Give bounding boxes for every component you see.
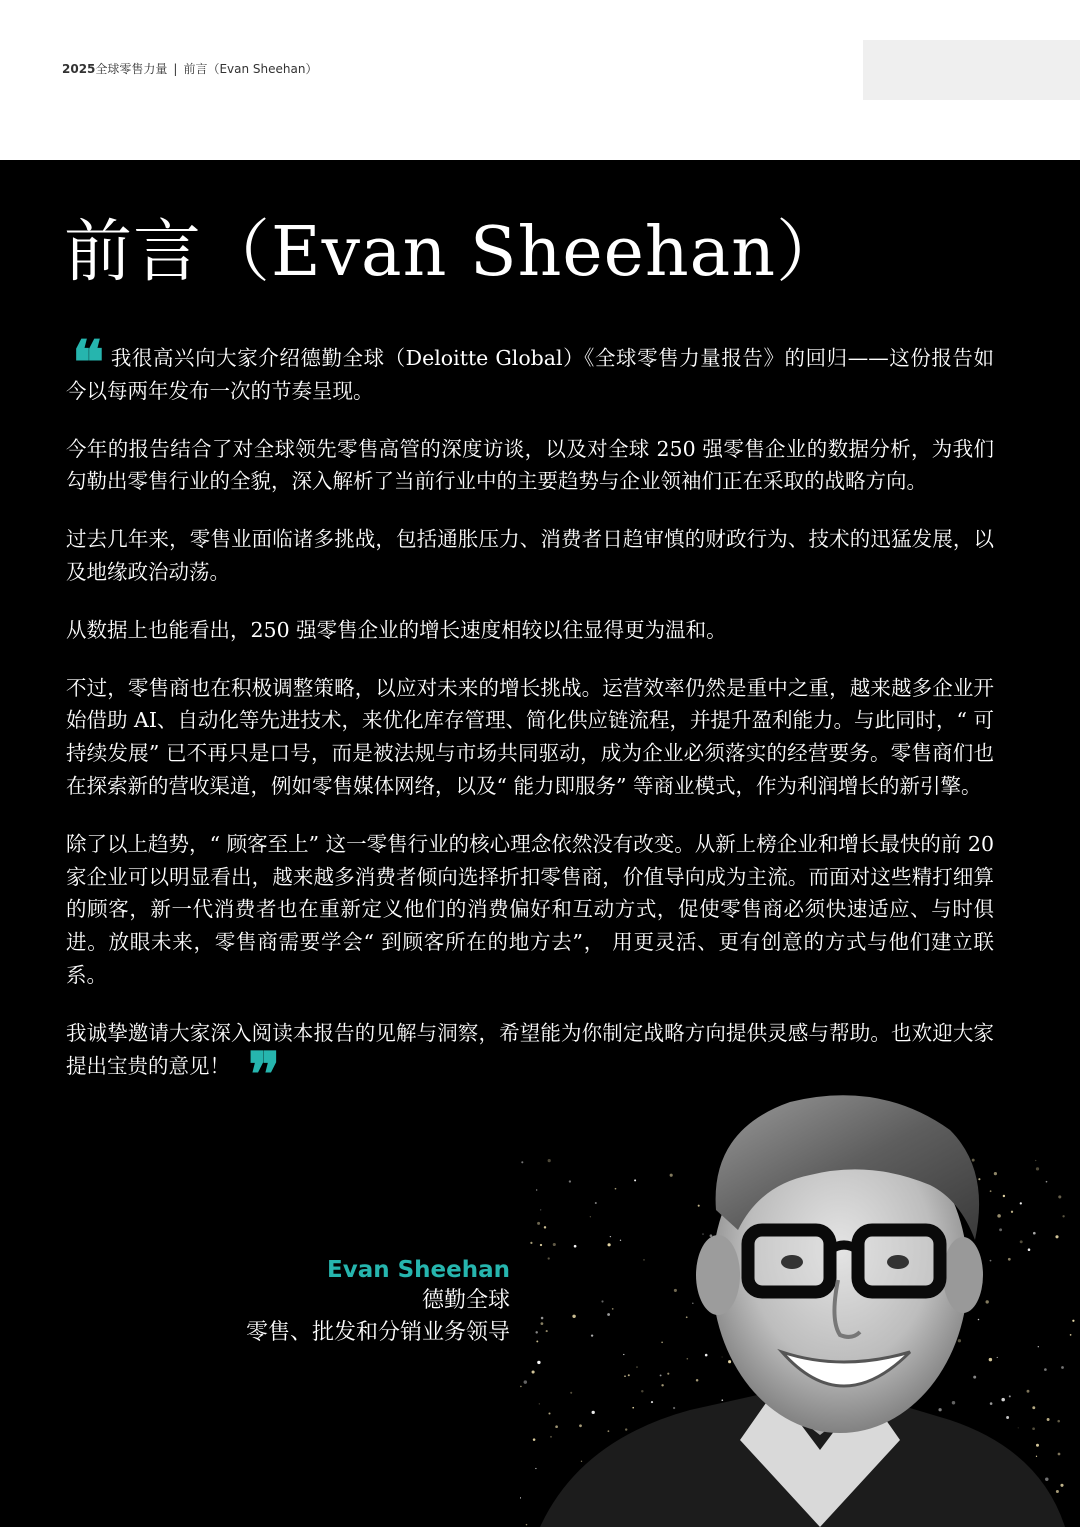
foreword-body bbox=[66, 328, 994, 1110]
ear-right bbox=[943, 1237, 983, 1313]
running-head bbox=[62, 60, 317, 77]
glasses-bridge bbox=[830, 1245, 858, 1250]
paragraph-7-text: 我诚挚邀请大家深入阅读本报告的见解与洞察，希望能为你制定战略方向提供灵感与帮助。也欢迎大家提出宝贵的意见！ bbox=[66, 1020, 994, 1078]
page-header bbox=[0, 0, 1080, 160]
open-quote-icon: ❝ bbox=[72, 328, 99, 398]
running-head-separator: | bbox=[173, 62, 178, 76]
signature-block bbox=[246, 1255, 510, 1349]
signature-name: Evan Sheehan bbox=[326, 1257, 510, 1283]
header-placeholder-box bbox=[863, 40, 1080, 100]
paragraph-2: 今年的报告结合了对全球领先零售高管的深度访谈，以及对全球 250 强零售企业的数据分析，为我们勾勒出零售行业的全貌，深入解析了当前行业中的主要趋势与企业领袖们正在采取的战略方向。 bbox=[66, 436, 994, 494]
paragraph-1 bbox=[66, 328, 994, 408]
running-head-year: 2025 bbox=[62, 62, 96, 76]
paragraph-4: 从数据上也能看出，250 强零售企业的增长速度相较以往显得更为温和。 bbox=[66, 617, 727, 642]
page-title: 前言（Evan Sheehan） bbox=[64, 213, 846, 292]
running-head-report-name: 全球零售力量 bbox=[95, 62, 168, 76]
close-quote-icon: ❞ bbox=[248, 1039, 275, 1110]
paragraph-1-text: 我很高兴向大家介绍德勤全球（Deloitte Global）《全球零售力量报告》的回归——这份报告如今以每两年发布一次的节奏呈现。 bbox=[66, 346, 994, 403]
portrait-photo bbox=[520, 1090, 1080, 1527]
paragraph-5: 不过，零售商也在积极调整策略，以应对未来的增长挑战。运营效率仍然是重中之重，越来越多企业开始借助 AI、自动化等先进技术，来优化库存管理、简化供应链流程，并提升盈利能力。与此同时，“ 可持续发展” 已不再只是口号，而是被法规与市场共同驱动，成为企业必须落实的经营要务。零售商们也在探索新的营收渠道，例如零售媒体网络，以及“ 能力即服务” 等商业模式，作为利润增长的新引擎。 bbox=[66, 675, 994, 798]
signature-role: 零售、批发和分销业务领导 bbox=[245, 1320, 510, 1345]
ear-left bbox=[696, 1235, 740, 1315]
foreword-panel bbox=[0, 160, 1080, 1527]
signature-org: 德勤全球 bbox=[421, 1288, 510, 1313]
paragraph-3: 过去几年来，零售业面临诸多挑战，包括通胀压力、消费者日趋审慎的财政行为、技术的迅猛发展，以及地缘政治动荡。 bbox=[66, 527, 994, 584]
running-head-section: 前言（Evan Sheehan） bbox=[183, 62, 318, 76]
paragraph-6: 除了以上趋势，“ 顾客至上” 这一零售行业的核心理念依然没有改变。从新上榜企业和增长最快的前 20 家企业可以明显看出，越来越多消费者倾向选择折扣零售商，价值导向成为主流。而面对这些精打细算的顾客，新一代消费者也在重新定义他们的消费偏好和互动方式，促使零售商必须快速适应、与时俱进。放眼未来，零售商需要学会“ 到顾客所在的地方去”， 用更灵活、更有创意的方式与他们建立联系。 bbox=[66, 831, 994, 987]
